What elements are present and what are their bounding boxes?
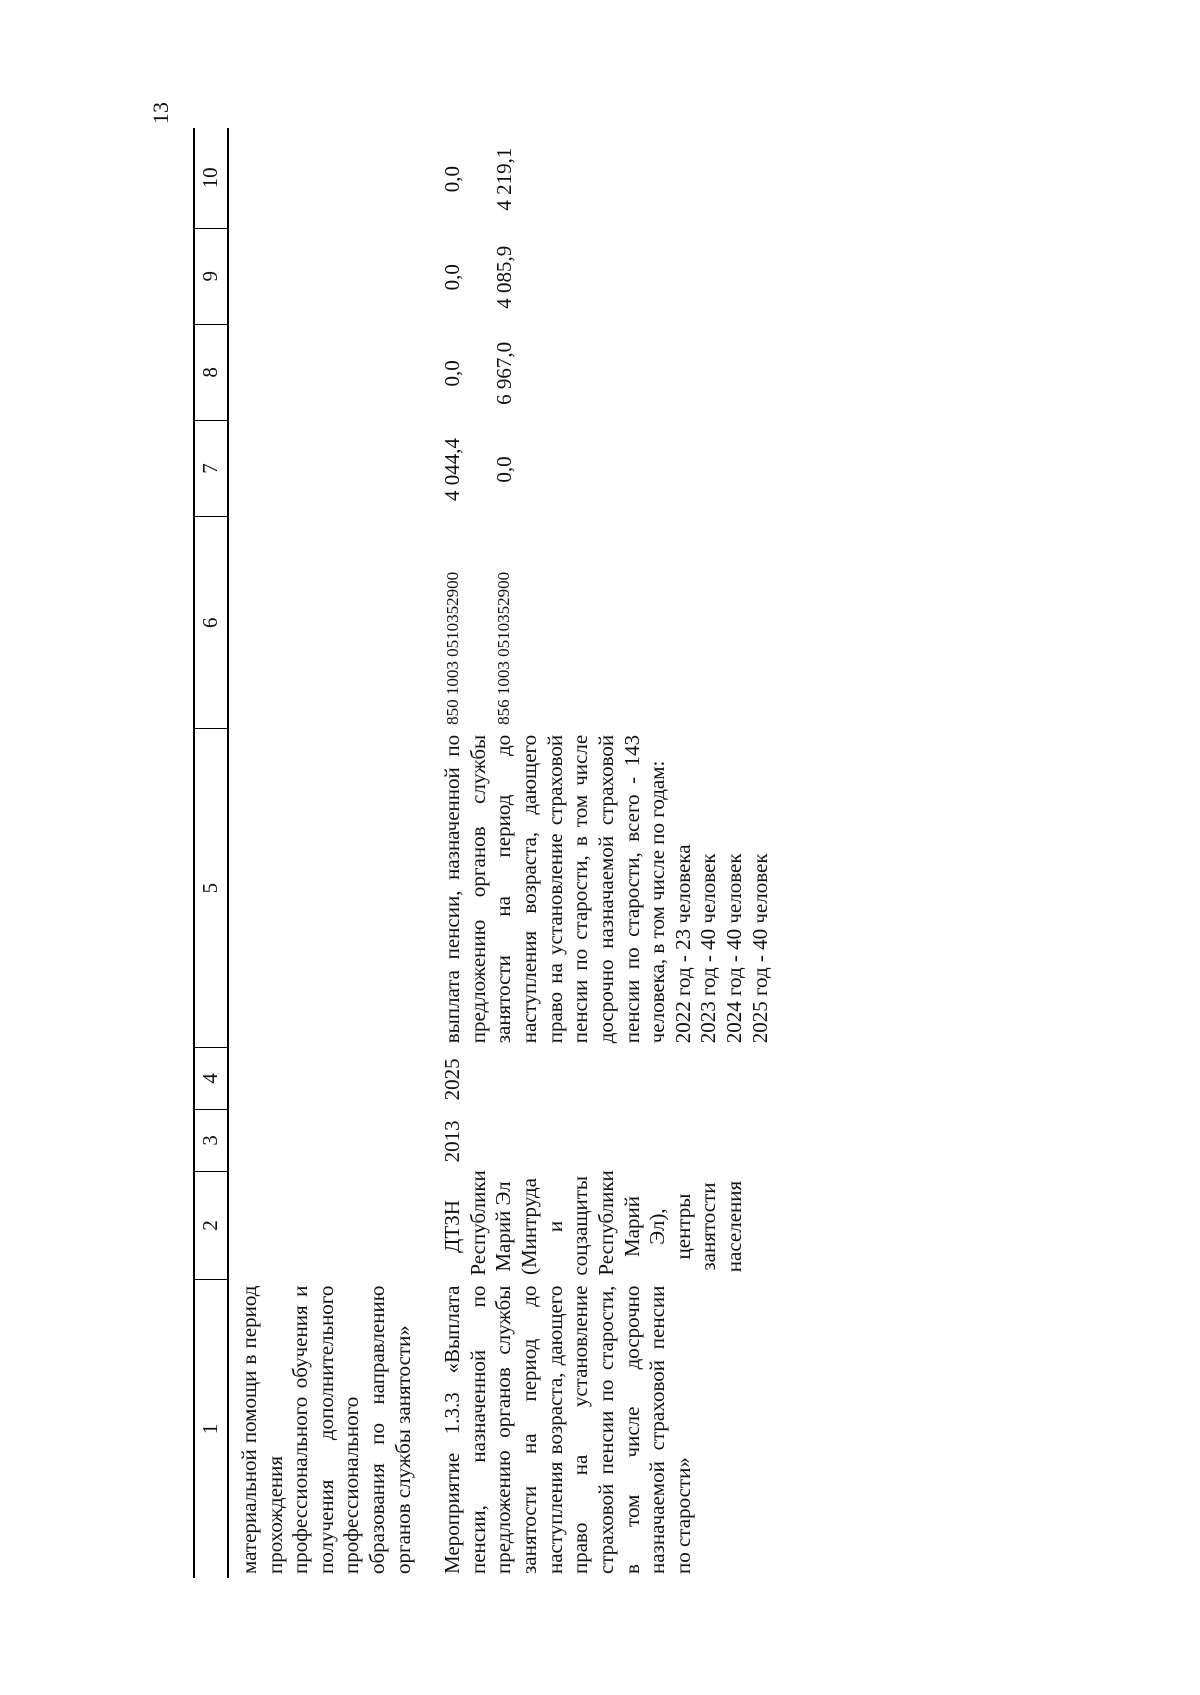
header-cell: 9 (194, 228, 228, 324)
amount-value: 0,0 (440, 165, 465, 193)
header-cell: 10 (194, 128, 228, 228)
header-cell: 8 (194, 324, 228, 420)
header-cell: 3 (194, 1109, 228, 1171)
header-cell: 4 (194, 1047, 228, 1109)
year-line: 2025 год - 40 человек (747, 853, 772, 1044)
budget-code-cell (432, 517, 789, 729)
header-cell: 2 (194, 1171, 228, 1279)
activity-description: Мероприятие 1.3.3 «Выплата пенсии, назначенной по предложению органов службы занятости на период до наступления возраста, дающего право на установление страховой пенсии по старости, в том числе досрочно назначаемой страховой пенсии по старости» (440, 1285, 695, 1574)
amount-value: 6 967,0 (491, 341, 516, 405)
amount-col8 (432, 324, 789, 420)
page-number: 13 (148, 102, 173, 124)
amount-value: 4 085,9 (491, 245, 516, 309)
executor-cell: ДТЗН Республики Марий Эл (Минтруда и соцзащиты Республики Марий Эл), центры занятости населения (440, 1170, 746, 1276)
start-year: 2013 (440, 1120, 465, 1163)
year-line: 2023 год - 40 человек (696, 853, 721, 1044)
amount-value: 0,0 (491, 456, 516, 483)
budget-code: 850 1003 0510352900 (443, 571, 463, 725)
program-activities-table (193, 128, 789, 1578)
table-row (228, 128, 432, 1578)
header-cell: 5 (194, 729, 228, 1047)
table-row (432, 128, 789, 1578)
year-line: 2022 год - 23 человека (670, 844, 695, 1044)
rotated-table-sheet (193, 128, 1093, 1578)
end-year: 2025 (440, 1058, 465, 1101)
year-line: 2024 год - 40 человек (721, 853, 746, 1044)
amount-value: 4 044,4 (440, 438, 465, 502)
amount-value: 0,0 (440, 360, 465, 387)
header-cell: 7 (194, 420, 228, 516)
header-cell: 1 (194, 1280, 228, 1578)
column-number-header (194, 128, 228, 1578)
amount-value: 0,0 (440, 264, 465, 291)
budget-code: 856 1003 0510352900 (494, 571, 513, 725)
amount-col9 (432, 228, 789, 324)
header-cell: 6 (194, 517, 228, 729)
amount-value: 4 219,1 (491, 147, 516, 211)
expected-result-text: выплата пенсии, назначенной по предложению органов службы занятости на период до наступления возраста, дающего право на установление страховой пенсии по старости, в том числе досрочно назначаемой страховой пенсии по старости, всего - 143 человека, в том числе по годам: (440, 734, 670, 1044)
expected-result-cell (432, 729, 789, 1047)
amount-col10 (432, 128, 789, 228)
activity-description: материальной помощи в период прохождения профессионального обучения и получения дополнительного профессионального образования по направлению органов службы занятости» (237, 1285, 415, 1574)
amount-col7 (432, 420, 789, 516)
